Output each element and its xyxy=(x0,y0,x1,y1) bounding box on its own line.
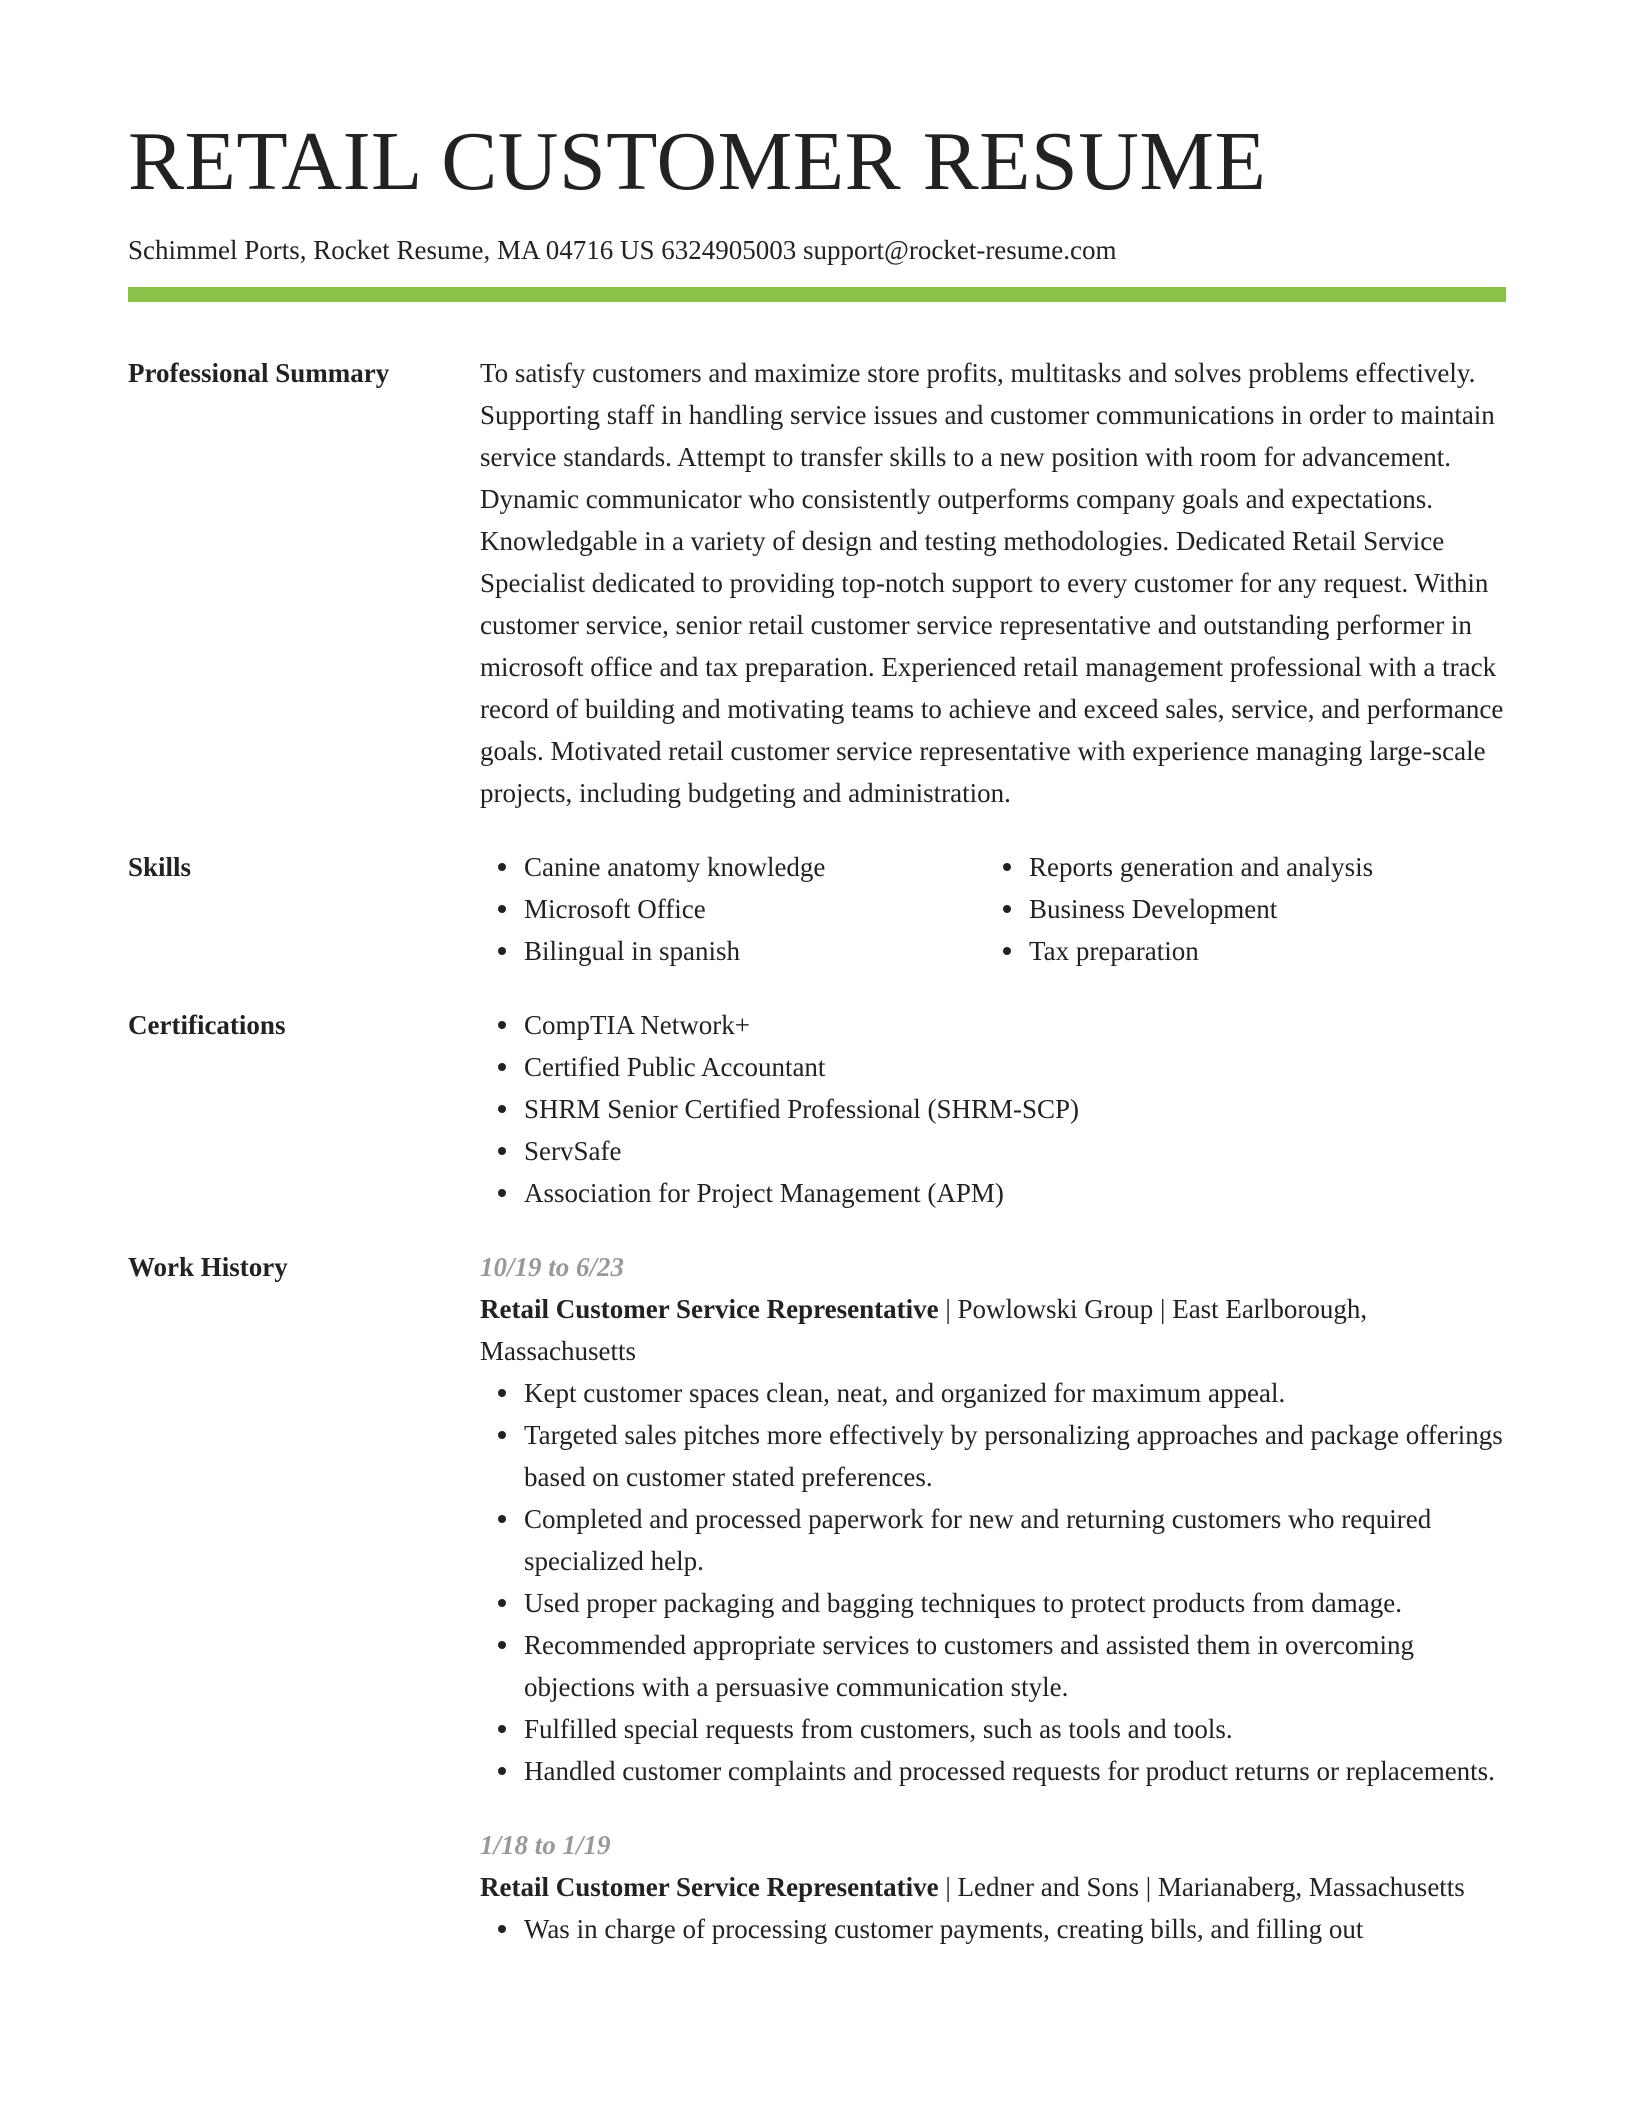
summary-section xyxy=(128,352,1506,814)
job-duties-list xyxy=(480,1372,1506,1792)
certification-item: CompTIA Network+ xyxy=(524,1004,1506,1046)
skills-column-left xyxy=(480,846,985,972)
skill-item: Bilingual in spanish xyxy=(524,930,985,972)
job-duty-item: Handled customer complaints and processed requests for product returns or replacements. xyxy=(524,1750,1506,1792)
job-entry xyxy=(480,1824,1506,1950)
job-duty-item: Kept customer spaces clean, neat, and organized for maximum appeal. xyxy=(524,1372,1506,1414)
skill-item: Reports generation and analysis xyxy=(1029,846,1490,888)
job-duty-item: Used proper packaging and bagging techniques to protect products from damage. xyxy=(524,1582,1506,1624)
skills-column-right xyxy=(985,846,1490,972)
job-employer-location: | Ledner and Sons | Marianaberg, Massachusetts xyxy=(938,1872,1465,1903)
certifications-heading: Certifications xyxy=(128,1010,286,1041)
work-history-content xyxy=(480,1246,1506,1950)
job-duty-item: Fulfilled special requests from customers, such as tools and tools. xyxy=(524,1708,1506,1750)
certification-item: Certified Public Accountant xyxy=(524,1046,1506,1088)
certifications-list xyxy=(480,1004,1506,1214)
work-history-section xyxy=(128,1246,1506,1950)
certification-item: ServSafe xyxy=(524,1130,1506,1172)
job-employer-location: | Powlowski Group | East Earlborough, Massachusetts xyxy=(480,1294,1368,1367)
job-dates: 10/19 to 6/23 xyxy=(480,1252,625,1283)
skills-section xyxy=(128,846,1506,972)
job-duty-item: Completed and processed paperwork for new and returning customers who required specialized help. xyxy=(524,1498,1506,1582)
skill-item: Canine anatomy knowledge xyxy=(524,846,985,888)
resume-page xyxy=(128,115,1506,1950)
certification-item: Association for Project Management (APM) xyxy=(524,1172,1506,1214)
summary-text: To satisfy customers and maximize store profits, multitasks and solves problems effectively. Supporting staff in handling service issues and customer communications in order to maintain service standards. Attempt to transfer skills to a new position with room for advancement. Dynamic communicator who consistently outperforms company goals and expectations. Knowledgable in a variety of design and testing methodologies. Dedicated Retail Service Specialist dedicated to providing top-notch support to every customer for any request. Within customer service, senior retail customer service representative and outstanding performer in microsoft office and tax preparation. Experienced retail management professional with a track record of building and motivating teams to achieve and exceed sales, service, and performance goals. Motivated retail customer service representative with experience managing large-scale projects, including budgeting and administration. xyxy=(480,358,1504,809)
job-duties-list xyxy=(480,1908,1506,1950)
job-duty-item: Recommended appropriate services to customers and assisted them in overcoming objections with a persuasive communication style. xyxy=(524,1624,1506,1708)
contact-line: Schimmel Ports, Rocket Resume, MA 04716 US 6324905003 support@rocket-resume.com xyxy=(128,235,1117,265)
resume-title: RETAIL CUSTOMER RESUME xyxy=(128,115,1267,208)
skill-item: Tax preparation xyxy=(1029,930,1490,972)
certifications-section xyxy=(128,1004,1506,1214)
skill-item: Microsoft Office xyxy=(524,888,985,930)
skills-heading: Skills xyxy=(128,852,192,883)
job-dates: 1/18 to 1/19 xyxy=(480,1830,611,1861)
skills-list-right xyxy=(985,846,1490,972)
job-title: Retail Customer Service Representative xyxy=(480,1294,939,1325)
summary-content xyxy=(480,352,1506,814)
job-duty-item: Was in charge of processing customer payments, creating bills, and filling out xyxy=(524,1908,1506,1950)
skills-list-left xyxy=(480,846,985,972)
job-entry xyxy=(480,1246,1506,1792)
skills-grid xyxy=(480,846,1506,972)
work-history-heading: Work History xyxy=(128,1252,288,1283)
header-divider xyxy=(128,287,1506,302)
summary-heading: Professional Summary xyxy=(128,358,390,389)
certification-item: SHRM Senior Certified Professional (SHRM-SCP) xyxy=(524,1088,1506,1130)
job-title: Retail Customer Service Representative xyxy=(480,1872,939,1903)
job-heading xyxy=(480,1288,1506,1372)
certifications-content xyxy=(480,1004,1506,1214)
job-duty-item: Targeted sales pitches more effectively by personalizing approaches and package offerings based on customer stated preferences. xyxy=(524,1414,1506,1498)
job-heading xyxy=(480,1866,1506,1908)
skill-item: Business Development xyxy=(1029,888,1490,930)
